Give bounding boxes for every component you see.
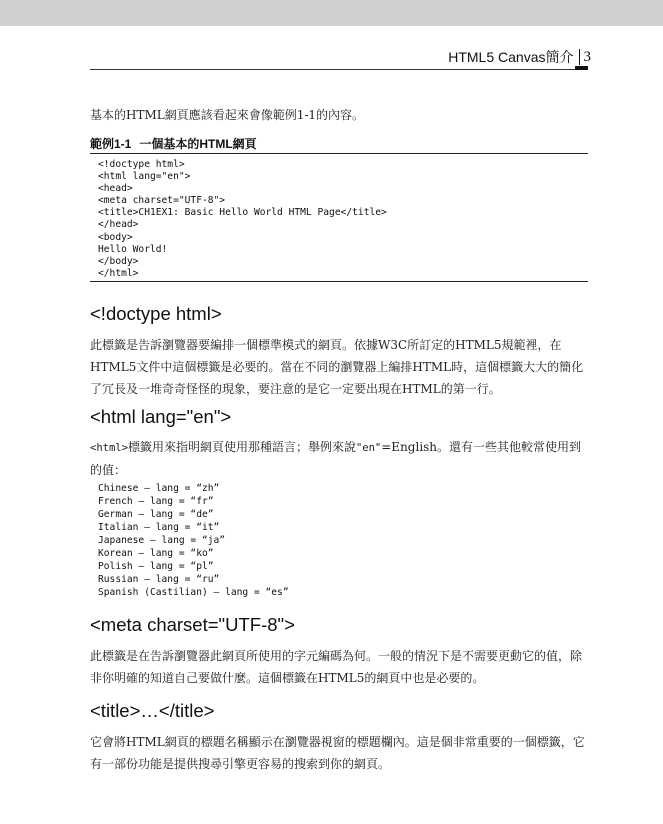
section-body-text: 標籤用來指明網頁使用那種語言；舉例來說: [127, 440, 356, 454]
header-rule: [90, 69, 588, 70]
code-line: Hello World!: [98, 243, 168, 255]
code-listing: [90, 153, 588, 282]
language-item: German – lang = “de”: [98, 509, 214, 520]
running-head-separator: [579, 49, 580, 65]
inline-code: "en": [355, 442, 382, 454]
inline-code: <html>: [90, 442, 128, 454]
section-heading-meta: <meta charset="UTF-8">: [90, 614, 295, 635]
running-head-title: HTML5 Canvas簡介: [448, 49, 574, 65]
running-head: [448, 47, 591, 67]
language-item: Chinese – lang = “zh”: [98, 483, 220, 494]
example-title: 一個基本的HTML網頁: [139, 137, 257, 151]
code-line: <body>: [98, 231, 133, 243]
section-body-html-lang: [90, 436, 590, 481]
language-item: Spanish (Castilian) – lang = “es”: [98, 587, 289, 598]
section-body-text: =English。還有一些其他較常使用到的值：: [90, 440, 582, 477]
section-heading-html-lang: <html lang="en">: [90, 406, 232, 427]
header-mark: [575, 66, 588, 70]
section-heading-doctype: <!doctype html>: [90, 303, 222, 324]
section-heading-title: <title>…</title>: [90, 700, 215, 721]
section-body-title: 它會將HTML網頁的標題名稱顯示在瀏覽器視窗的標題欄內。這是個非常重要的一個標籤，它有一部份功能是提供搜尋引擎更容易的搜索到你的網頁。: [90, 735, 585, 771]
intro-paragraph: 基本的HTML網頁應該看起來會像範例1-1的內容。: [90, 108, 365, 122]
code-line: <head>: [98, 183, 133, 195]
language-item: Japanese – lang = “ja”: [98, 535, 226, 546]
example-caption: [90, 135, 257, 152]
code-line: <meta charset="UTF-8">: [98, 195, 226, 207]
language-item: Italian – lang = “it”: [98, 522, 220, 533]
code-line: </html>: [98, 267, 139, 279]
code-line: </head>: [98, 219, 139, 231]
language-item: Polish – lang = “pl”: [98, 561, 214, 572]
code-line: <!doctype html>: [98, 159, 185, 170]
section-body-doctype: 此標籤是告訴瀏覽器要編排一個標準模式的網頁。依據W3C所訂定的HTML5規範裡，在HTML5文件中這個標籤是必要的。當在不同的瀏覽器上編排HTML時，這個標籤大大的簡化了冗長及一堆奇奇怪怪的現象，要注意的是它一定要出現在HTML的第一行。: [90, 338, 584, 396]
page-number: 3: [583, 48, 591, 65]
language-list: [98, 482, 289, 599]
top-gray-band: [0, 0, 663, 26]
code-line: <html lang="en">: [98, 171, 191, 183]
language-item: Korean – lang = “ko”: [98, 548, 214, 559]
code-line: </body>: [98, 255, 139, 267]
section-body-meta: 此標籤是在告訴瀏覽器此網頁所使用的字元編碼為何。一般的情況下是不需要更動它的值，除非你明確的知道自己要做什麼。這個標籤在HTML5的網頁中也是必要的。: [90, 649, 583, 685]
code-line: <title>CH1EX1: Basic Hello World HTML Page</title>: [98, 207, 387, 219]
language-item: French – lang = “fr”: [98, 496, 214, 507]
example-label: 範例1-1: [90, 137, 132, 151]
language-item: Russian – lang = “ru”: [98, 574, 220, 585]
